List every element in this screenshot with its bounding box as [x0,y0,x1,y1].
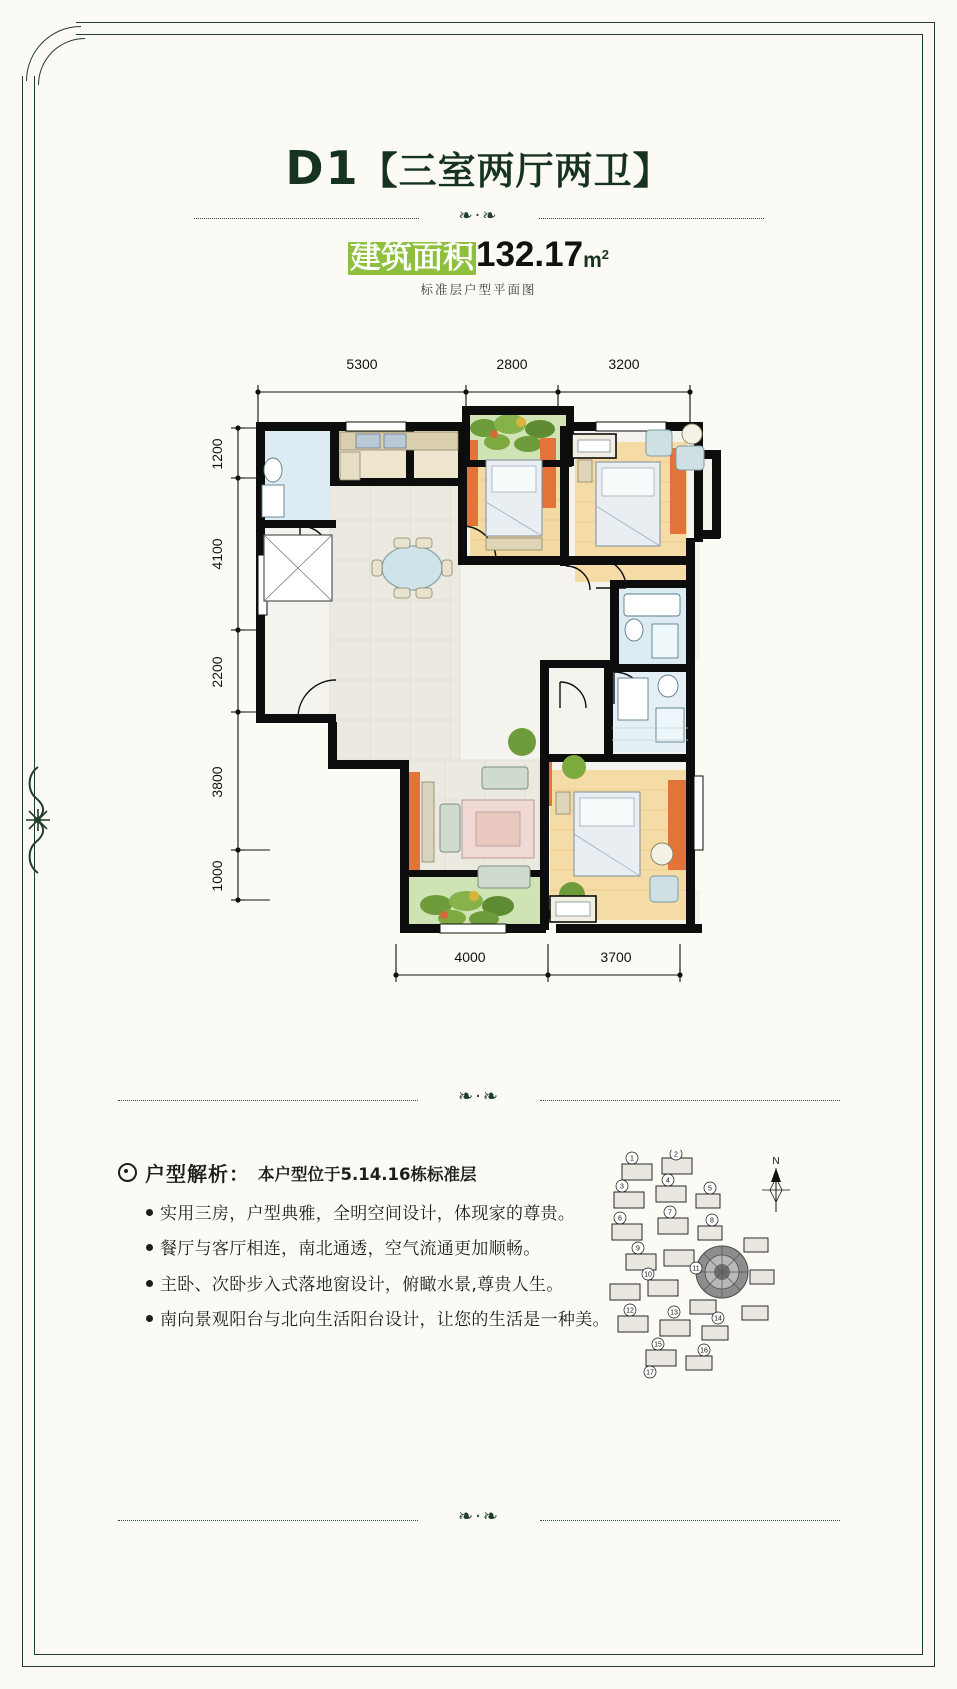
svg-text:10: 10 [644,1271,652,1279]
page-header [0,140,957,298]
bottom-divider [118,1506,840,1530]
svg-text:5: 5 [708,1185,712,1193]
area-label: 建筑面积 [350,240,474,277]
svg-text:11: 11 [692,1265,700,1273]
list-item-text: 主卧、次卧步入式落地窗设计，俯瞰水景,尊贵人生。 [160,1274,564,1295]
dim-left-4: 3800 [209,766,225,798]
floor-plan [0,330,957,1020]
analysis-block [118,1155,678,1342]
area-unit: $m^2$ [583,247,609,272]
dim-left-3: 2200 [209,656,225,688]
site-central-plaza [696,1246,748,1298]
svg-text:6: 6 [618,1215,622,1223]
bedroom2-furniture [486,460,542,550]
bullet-dot-icon [146,1244,153,1251]
svg-text:15: 15 [654,1341,662,1349]
svg-text:13: 13 [670,1309,678,1317]
svg-text:2: 2 [674,1151,678,1159]
compass-label: N [772,1156,780,1167]
dim-top-3: 3200 [608,356,640,372]
svg-text:3: 3 [620,1183,624,1191]
svg-text:14: 14 [714,1315,722,1323]
dim-left-1: 1200 [209,438,225,470]
plan-geometry [256,406,721,933]
dim-left-2: 4100 [209,538,225,570]
area-value: 132.17 [476,235,584,274]
analysis-heading [118,1155,678,1187]
list-item [146,1201,678,1227]
unit-room-type: 【三室两厅两卫】 [359,149,672,193]
svg-text:1: 1 [630,1155,634,1163]
svg-text:9: 9 [636,1245,640,1253]
analysis-subtitle: 本户型位于5.14.16栋标准层 [258,1164,477,1184]
site-plan [600,1150,830,1390]
dim-bottom-group [396,944,680,982]
ornament-icon: ❧·❧ [458,206,499,226]
list-item-text: 南向景观阳台与北向生活阳台设计，让您的生活是一种美。 [160,1310,610,1331]
list-item [146,1236,678,1262]
dim-top-1: 5300 [346,356,378,372]
compass-icon [762,1156,790,1212]
unit-code: D1 [285,141,360,195]
mid-divider [118,1086,840,1110]
title-divider [194,206,764,227]
list-item-text: 餐厅与客厅相连，南北通透，空气流通更加顺畅。 [160,1239,541,1260]
svg-text:4: 4 [666,1177,670,1185]
list-item [146,1272,678,1298]
svg-text:7: 7 [668,1209,672,1217]
bullet-dot-icon [146,1209,153,1216]
dim-top-2: 2800 [496,356,528,372]
plan-caption: 标准层户型平面图 [420,282,537,297]
page-title [0,140,957,195]
list-item-text: 实用三房，户型典雅，全明空间设计，体现家的尊贵。 [160,1204,576,1224]
ornament-icon: ❧·❧ [458,1506,500,1527]
analysis-title: 户型解析： [145,1162,250,1186]
svg-text:16: 16 [700,1347,708,1355]
bullet-dot-icon [146,1315,153,1322]
svg-text:8: 8 [710,1217,714,1225]
list-item [146,1307,678,1333]
svg-text:12: 12 [626,1307,634,1315]
ornament-icon: ❧·❧ [458,1086,500,1107]
area-line [0,235,957,275]
bullet-dot-icon [146,1280,153,1287]
analysis-list [146,1201,678,1333]
target-icon [118,1163,137,1182]
dim-bottom-2: 3700 [600,949,632,965]
dim-bottom-1: 4000 [454,949,486,965]
svg-text:17: 17 [646,1369,654,1377]
dim-left-5: 1000 [209,860,225,892]
